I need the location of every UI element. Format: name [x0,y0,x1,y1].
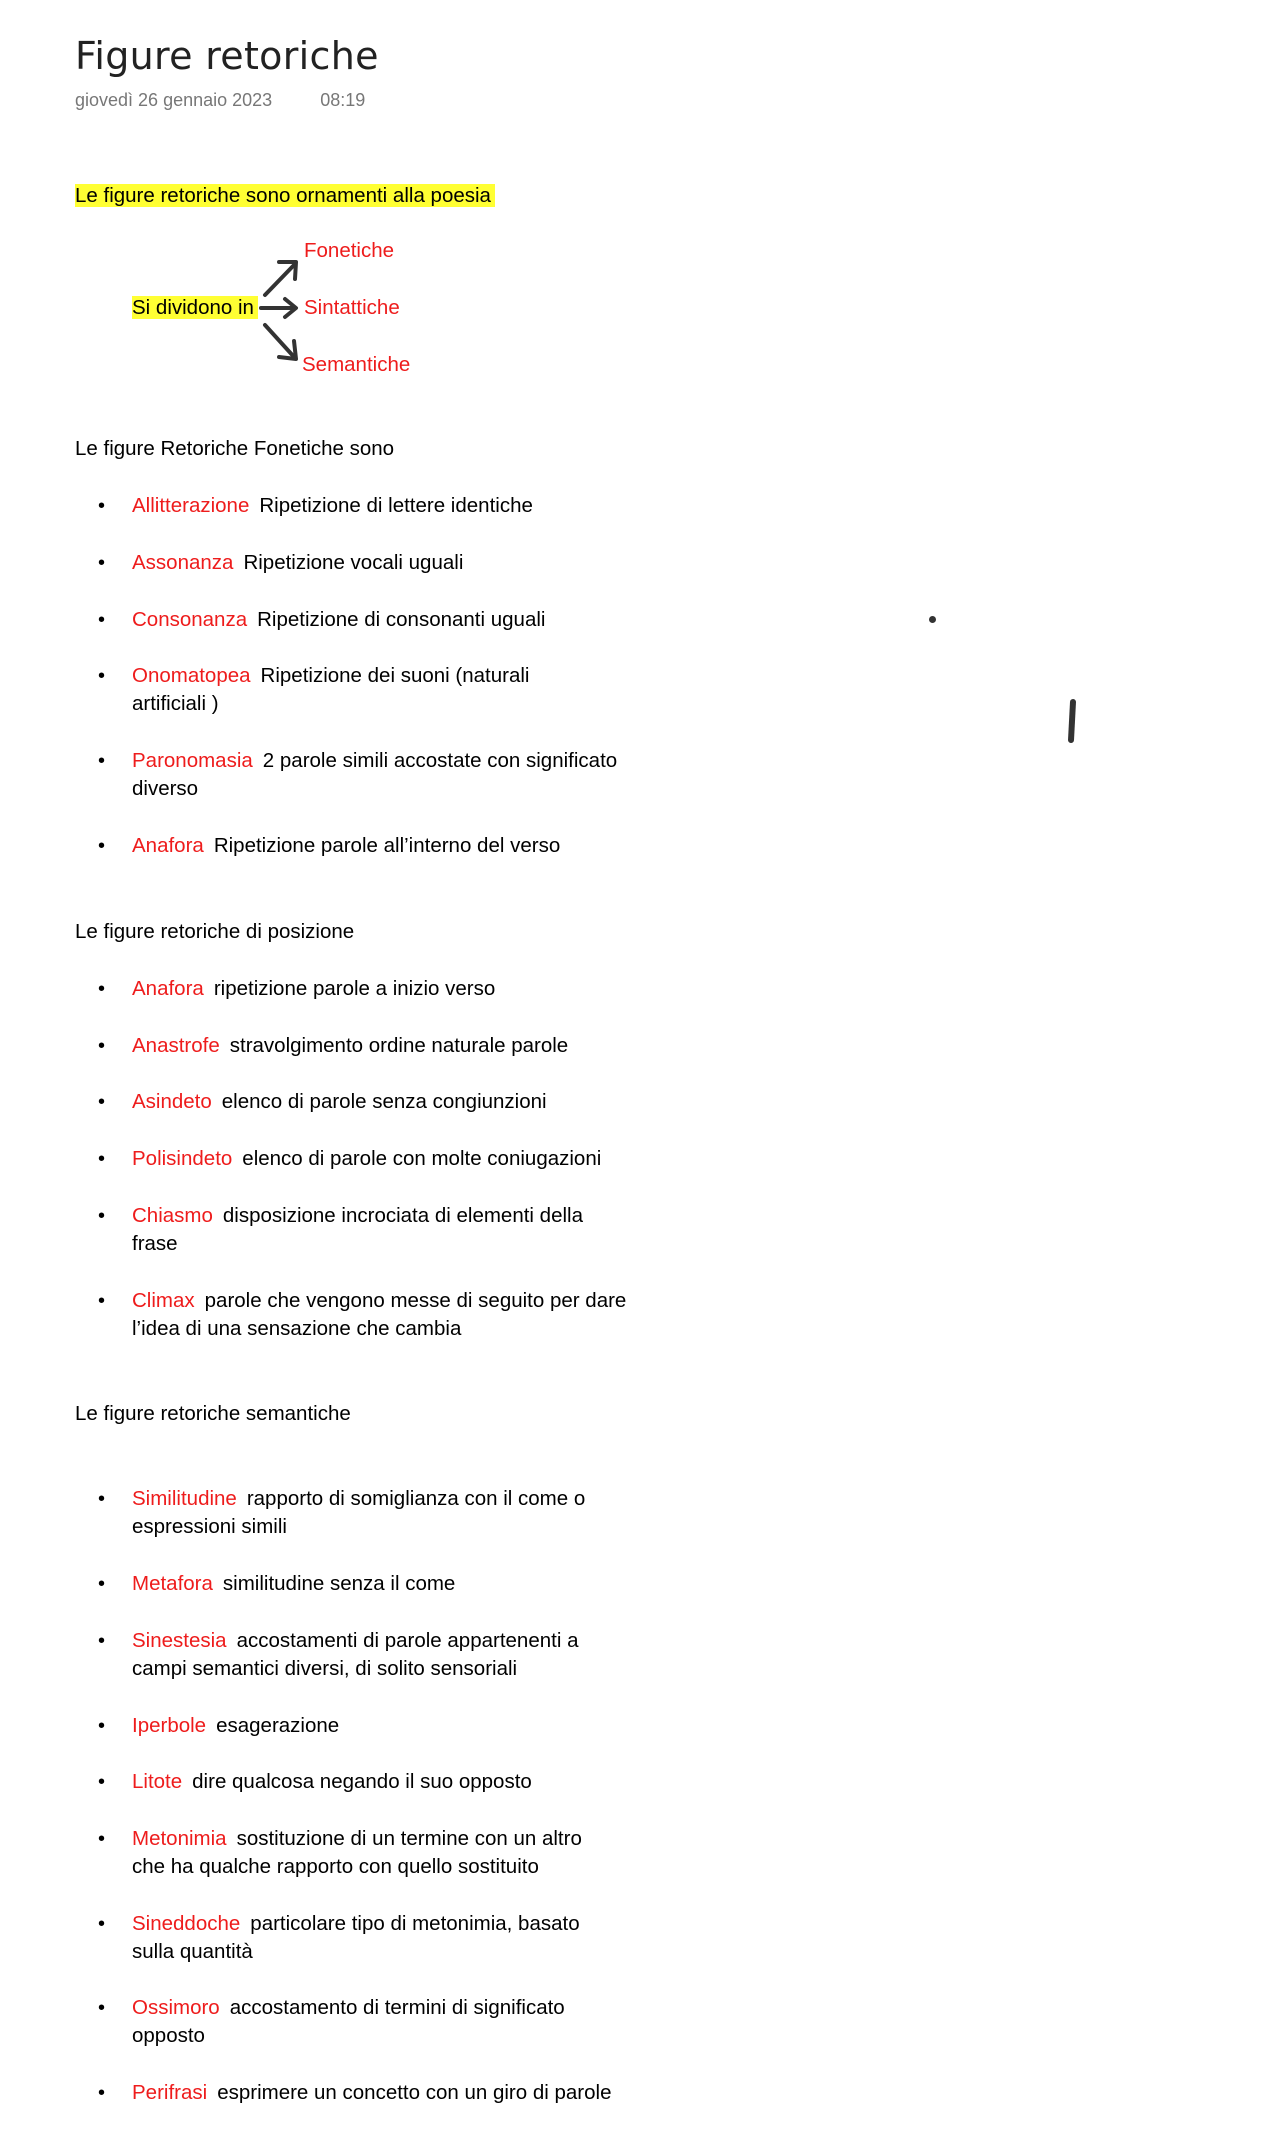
definition: elenco di parole con molte coniugazioni [242,1147,602,1170]
bullet-icon: • [98,1771,106,1793]
definition: particolare tipo di metonimia, basato [250,1912,580,1935]
term: Asindeto [132,1090,212,1113]
highlighted-split-label: Si dividono in [132,296,258,319]
section-heading-semantiche: Le figure retoriche semantiche [75,1402,351,1425]
bullet-icon: • [98,1091,106,1113]
definition: dire qualcosa negando il suo opposto [192,1770,532,1793]
section-heading-fonetiche: Le figure Retoriche Fonetiche sono [75,437,395,460]
definition: disposizione incrociata di elementi della [222,1204,583,1227]
term: Paronomasia [132,749,253,772]
list-semantiche [75,1485,695,2107]
page-title: Figure retoriche [75,34,379,78]
page-time: 08:19 [320,90,366,110]
definition-continued: opposto [132,2024,205,2047]
page-timestamp [75,90,365,111]
definition: rapporto di somiglianza con il come o [246,1487,586,1510]
term: Metonimia [132,1827,227,1850]
bullet-icon: • [98,1997,106,2019]
bullet-icon: • [98,1913,106,1935]
list-item [75,1032,695,1088]
list-item [75,1627,695,1712]
definition-continued: artificiali ) [132,692,219,715]
branch-sintattiche: Sintattiche [304,296,400,319]
intro-line [75,182,495,210]
branch-fonetiche: Fonetiche [304,239,395,262]
split-label [132,294,258,322]
bullet-icon: • [98,552,106,574]
definition: elenco di parole senza congiunzioni [221,1090,547,1113]
term: Ossimoro [132,1996,220,2019]
term: Chiasmo [132,1204,213,1227]
definition: accostamenti di parole appartenenti a [236,1629,579,1652]
term: Anastrofe [132,1034,220,1057]
list-item [75,1910,695,1994]
definition-continued: frase [132,1232,178,1255]
definition: stravolgimento ordine naturale parole [229,1034,569,1057]
bullet-icon: • [98,978,106,1000]
list-item [75,1088,695,1145]
definition: Ripetizione di lettere identiche [259,494,533,517]
list-item [75,975,695,1032]
term: Climax [132,1289,195,1312]
bullet-icon: • [98,609,106,631]
list-item [75,606,695,662]
bullet-icon: • [98,1715,106,1737]
list-item [75,1202,695,1287]
term: Anafora [132,977,204,1000]
bullet-icon: • [98,1828,106,1850]
term: Sineddoche [132,1912,241,1935]
definition: parole che vengono messe di seguito per dare [204,1289,627,1312]
definition: Ripetizione di consonanti uguali [257,608,546,631]
term: Iperbole [132,1714,207,1737]
section-heading-posizione: Le figure retoriche di posizione [75,920,355,943]
bullet-icon: • [98,1630,106,1652]
definition-continued: l’idea di una sensazione che cambia [132,1317,462,1340]
list-item [75,1712,695,1768]
bullet-icon: • [98,1290,106,1312]
definition-continued: che ha qualche rapporto con quello sostituito [132,1855,539,1878]
list-item [75,1994,695,2079]
definition-continued: campi semantici diversi, di solito sensoriali [132,1657,518,1680]
branch-arrows-icon [255,250,305,370]
term: Polisindeto [132,1147,233,1170]
term: Sinestesia [132,1629,227,1652]
list-item [75,1768,695,1825]
definition: esprimere un concetto con un giro di parole [217,2081,612,2104]
definition: ripetizione parole a inizio verso [213,977,496,1000]
branch-semantiche: Semantiche [302,353,411,376]
bullet-icon: • [98,1205,106,1227]
bullet-icon: • [98,835,106,857]
definition: Ripetizione parole all’interno del verso [213,834,561,857]
term: Assonanza [132,551,234,574]
highlighted-intro: Le figure retoriche sono ornamenti alla poesia [75,184,495,207]
list-item [75,1287,695,1343]
definition: esagerazione [216,1714,340,1737]
definition-continued: sulla quantità [132,1940,253,1963]
definition: 2 parole simili accostate con significato [262,749,618,772]
definition: Ripetizione dei suoni (naturali [260,664,530,687]
list-item [75,1485,695,1570]
term: Perifrasi [132,2081,208,2104]
term: Similitudine [132,1487,237,1510]
list-item [75,1825,695,1910]
definition: similitudine senza il come [222,1572,456,1595]
bullet-icon: • [98,1573,106,1595]
list-fonetiche [75,492,695,860]
term: Allitterazione [132,494,250,517]
list-item [75,747,695,832]
term: Litote [132,1770,183,1793]
definition-continued: espressioni simili [132,1515,287,1538]
list-item [75,1145,695,1202]
list-item [75,832,695,860]
bullet-icon: • [98,2082,106,2104]
list-item [75,549,695,606]
list-item [75,492,695,549]
page-date: giovedì 26 gennaio 2023 [75,90,273,110]
bullet-icon: • [98,665,106,687]
bullet-icon: • [98,750,106,772]
term: Onomatopea [132,664,251,687]
bullet-icon: • [98,1488,106,1510]
definition: accostamento di termini di significato [229,1996,565,2019]
list-item [75,1570,695,1627]
ink-dot [929,616,936,623]
term: Anafora [132,834,204,857]
list-item [75,662,695,747]
definition-continued: diverso [132,777,199,800]
list-item [75,2079,695,2107]
definition: Ripetizione vocali uguali [243,551,464,574]
bullet-icon: • [98,1148,106,1170]
list-posizione [75,975,695,1343]
bullet-icon: • [98,1035,106,1057]
term: Metafora [132,1572,213,1595]
ink-stroke [1068,699,1076,743]
definition: sostituzione di un termine con un altro [236,1827,582,1850]
term: Consonanza [132,608,248,631]
bullet-icon: • [98,495,106,517]
